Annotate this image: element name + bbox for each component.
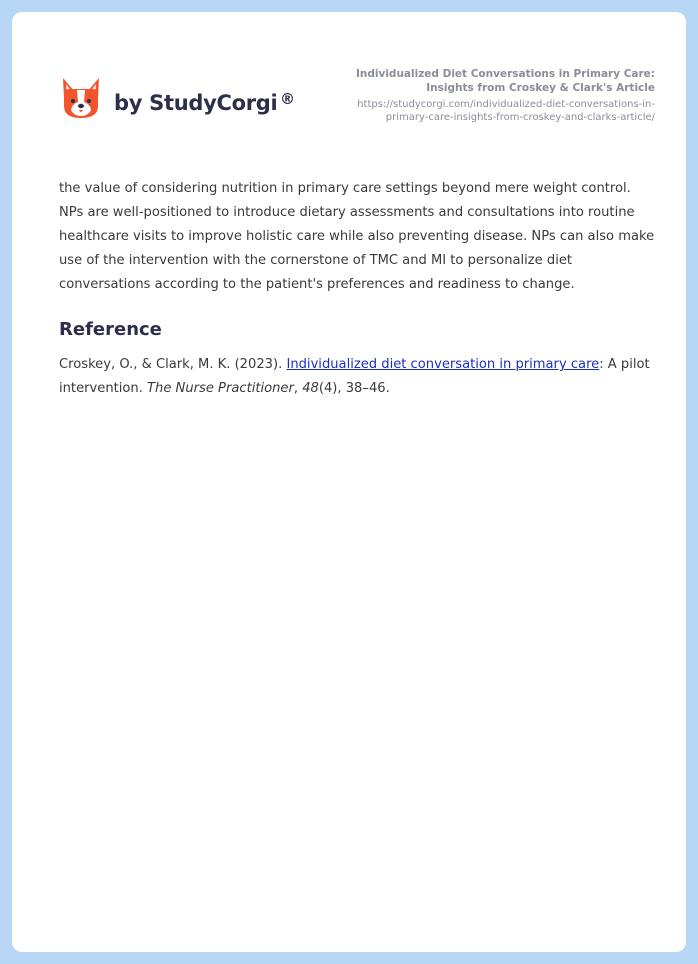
studycorgi-logo[interactable]: [60, 76, 295, 122]
reference-volume: 48: [302, 381, 319, 396]
reference-heading: Reference: [59, 319, 162, 340]
document-meta: [315, 67, 655, 124]
registered-mark: ®: [280, 90, 295, 108]
reference-journal: The Nurse Practitioner: [147, 381, 294, 396]
corgi-logo-icon: [60, 76, 102, 122]
reference-link[interactable]: Individualized diet conversation in primary care: [286, 357, 600, 372]
reference-subtitle: : A pilot intervention.: [59, 357, 650, 396]
reference-authors: Croskey, O., & Clark, M. K. (2023).: [59, 357, 287, 372]
body-paragraph: the value of considering nutrition in primary care settings beyond mere weight control. NPs are well-positioned to introduce dietary assessments and consultations into routine healthcare visits to improve holistic care while also preventing disease. NPs can also make use of the intervention with the cornerstone of TMC and MI to personalize diet conversations according to the patient's preferences and readiness to change.: [59, 181, 655, 292]
document-page: [12, 12, 686, 952]
document-content: [59, 177, 659, 401]
reference-comma: ,: [293, 381, 303, 396]
brand-name: by StudyCorgi: [114, 91, 278, 115]
document-title: Individualized Diet Conversations in Primary Care: Insights from Croskey & Clark's Article: [355, 68, 655, 94]
reference-issue-pages: (4), 38–46.: [318, 381, 390, 396]
document-url[interactable]: https://studycorgi.com/individualized-diet-conversations-in-primary-care-insights-from-croskey-and-clarks-article/: [357, 99, 655, 123]
document-header: [12, 12, 686, 152]
reference-entry: [59, 353, 659, 401]
